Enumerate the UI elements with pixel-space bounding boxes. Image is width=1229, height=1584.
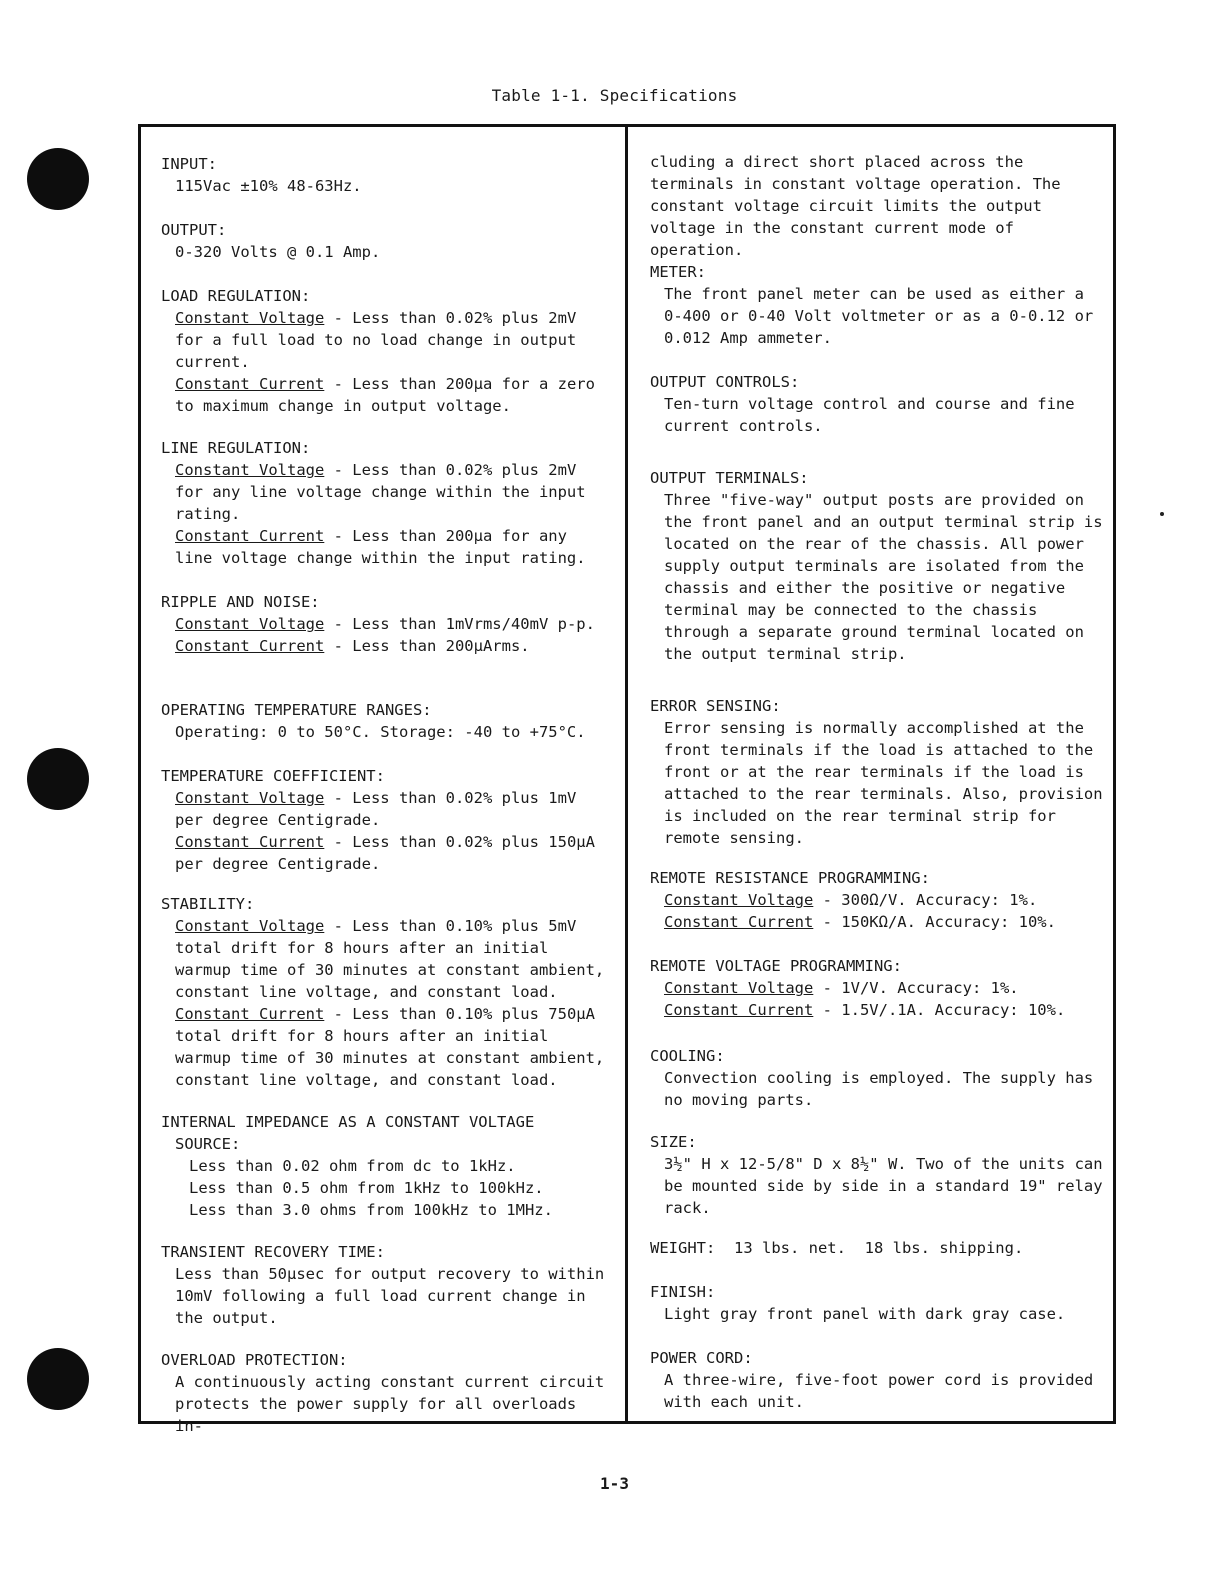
cc-text: - Less than 200µa for a zero to maximum change in output voltage. — [175, 375, 595, 415]
cv-text: - 1V/V. Accuracy: 1%. — [813, 979, 1019, 997]
spec-output-controls — [650, 371, 1108, 437]
cc-paragraph — [161, 525, 613, 569]
section-heading: ERROR SENSING: — [650, 697, 781, 715]
section-heading-cont: SOURCE: — [175, 1135, 241, 1153]
section-text: 115Vac ±10% 48-63Hz. — [175, 177, 362, 195]
binder-hole — [27, 1348, 89, 1410]
cc-paragraph — [161, 1003, 613, 1091]
spec-overload-continued — [650, 151, 1108, 261]
cv-label: Constant Voltage — [175, 789, 325, 807]
table-caption: Table 1-1. Specifications — [491, 86, 738, 105]
section-heading: INPUT: — [161, 155, 217, 173]
cv-text: - Less than 0.02% plus 1mV per degree Centigrade. — [175, 789, 577, 829]
spec-temperature-coefficient — [161, 765, 613, 875]
spec-error-sensing — [650, 695, 1108, 849]
section-text: Error sensing is normally accomplished at the front terminals if the load is attached to the front or at the rear terminals if the load is attached to the rear terminals. Also, provision is included on the rear terminal strip for remote sensing. — [664, 719, 1103, 847]
spec-power-cord — [650, 1347, 1108, 1413]
cv-text: - Less than 0.02% plus 2mV for any line voltage change within the input rating. — [175, 461, 586, 523]
section-heading: RIPPLE AND NOISE: — [161, 593, 320, 611]
cc-label: Constant Current — [175, 637, 325, 655]
specifications-table — [138, 124, 1116, 1435]
section-heading: COOLING: — [650, 1047, 725, 1065]
impedance-line: Less than 0.5 ohm from 1kHz to 100kHz. — [189, 1179, 544, 1197]
impedance-line: Less than 0.02 ohm from dc to 1kHz. — [189, 1157, 516, 1175]
cc-paragraph — [650, 999, 1108, 1021]
cc-text: - Less than 0.02% plus 150µA per degree Centigrade. — [175, 833, 595, 873]
cc-label: Constant Current — [175, 1005, 325, 1023]
cv-paragraph — [161, 915, 613, 1003]
page-number: 1-3 — [600, 1474, 629, 1493]
cc-text: - Less than 200µArms. — [324, 637, 530, 655]
section-text: 0-320 Volts @ 0.1 Amp. — [175, 243, 381, 261]
cc-label: Constant Current — [175, 527, 325, 545]
spec-output-terminals — [650, 467, 1108, 665]
cc-text: - 150KΩ/A. Accuracy: 10%. — [813, 913, 1056, 931]
cv-paragraph — [161, 613, 613, 635]
column-divider — [625, 127, 628, 1421]
section-text: Light gray front panel with dark gray case. — [664, 1305, 1066, 1323]
section-heading: REMOTE VOLTAGE PROGRAMMING: — [650, 957, 902, 975]
section-heading: INTERNAL IMPEDANCE AS A CONSTANT VOLTAGE — [161, 1113, 535, 1131]
spec-internal-impedance — [161, 1111, 613, 1221]
section-heading: OVERLOAD PROTECTION: — [161, 1351, 348, 1369]
spec-remote-resistance — [650, 867, 1108, 933]
section-text: Less than 50µsec for output recovery to within 10mV following a full load current change in the output. — [175, 1265, 605, 1327]
spec-cooling — [650, 1045, 1108, 1111]
binder-hole — [27, 148, 89, 210]
spec-line-regulation — [161, 437, 613, 569]
spec-finish — [650, 1281, 1108, 1325]
section-heading: POWER CORD: — [650, 1349, 753, 1367]
cv-paragraph — [161, 307, 613, 373]
section-heading: TEMPERATURE COEFFICIENT: — [161, 767, 385, 785]
section-heading: FINISH: — [650, 1283, 716, 1301]
section-heading: STABILITY: — [161, 895, 255, 913]
scan-speck — [1160, 512, 1164, 516]
cv-label: Constant Voltage — [175, 615, 325, 633]
spec-stability — [161, 893, 613, 1091]
cc-label: Constant Current — [664, 913, 814, 931]
section-text: A continuously acting constant current circuit protects the power supply for all overloads in- — [175, 1373, 605, 1435]
section-heading: LOAD REGULATION: — [161, 287, 311, 305]
cc-text: - 1.5V/.1A. Accuracy: 10%. — [813, 1001, 1066, 1019]
cv-text: - 300Ω/V. Accuracy: 1%. — [813, 891, 1038, 909]
cv-text: - Less than 0.10% plus 5mV total drift for 8 hours after an initial warmup time of 30 minutes at constant ambient, constant line voltage, and constant load. — [175, 917, 605, 1001]
cc-label: Constant Current — [175, 833, 325, 851]
section-heading: REMOTE RESISTANCE PROGRAMMING: — [650, 869, 930, 887]
cc-label: Constant Current — [175, 375, 325, 393]
section-text: A three-wire, five-foot power cord is provided with each unit. — [664, 1371, 1094, 1411]
cv-text: - Less than 1mVrms/40mV p-p. — [324, 615, 595, 633]
spec-size — [650, 1131, 1108, 1219]
section-heading: OUTPUT TERMINALS: — [650, 469, 809, 487]
cc-paragraph — [161, 373, 613, 417]
cc-text: - Less than 200µa for any line voltage change within the input rating. — [175, 527, 586, 567]
spec-output — [161, 219, 613, 263]
section-text: The front panel meter can be used as either a 0-400 or 0-40 Volt voltmeter or as a 0-0.12 or 0.012 Amp ammeter. — [664, 285, 1094, 347]
section-text: 3½" H x 12-5/8" D x 8½" W. Two of the units can be mounted side by side in a standard 19" relay rack. — [664, 1155, 1103, 1217]
spec-meter — [650, 261, 1108, 349]
section-heading: OUTPUT CONTROLS: — [650, 373, 800, 391]
spec-overload-protection — [161, 1349, 613, 1437]
cc-paragraph — [161, 831, 613, 875]
section-heading: OUTPUT: — [161, 221, 227, 239]
spec-transient-recovery — [161, 1241, 613, 1329]
cv-text: - Less than 0.02% plus 2mV for a full load to no load change in output current. — [175, 309, 577, 371]
binder-hole — [27, 748, 89, 810]
section-text: Operating: 0 to 50°C. Storage: -40 to +75°C. — [175, 723, 586, 741]
section-heading: TRANSIENT RECOVERY TIME: — [161, 1243, 385, 1261]
spec-weight — [650, 1237, 1108, 1259]
section-text: Ten-turn voltage control and course and fine current controls. — [664, 395, 1075, 435]
cv-paragraph — [161, 459, 613, 525]
spec-load-regulation — [161, 285, 613, 417]
cc-text: - Less than 0.10% plus 750µA total drift for 8 hours after an initial warmup time of 30 minutes at constant ambient, constant line voltage, and constant load. — [175, 1005, 605, 1089]
section-heading: METER: — [650, 263, 706, 281]
section-text: Convection cooling is employed. The supply has no moving parts. — [664, 1069, 1094, 1109]
cv-paragraph — [650, 977, 1108, 999]
section-text: WEIGHT: 13 lbs. net. 18 lbs. shipping. — [650, 1239, 1024, 1257]
cv-label: Constant Voltage — [175, 461, 325, 479]
section-heading: LINE REGULATION: — [161, 439, 311, 457]
cv-paragraph — [161, 787, 613, 831]
cv-label: Constant Voltage — [175, 917, 325, 935]
cv-label: Constant Voltage — [175, 309, 325, 327]
section-text: cluding a direct short placed across the terminals in constant voltage operation. The constant voltage circuit limits the output voltage in the constant current mode of operation. — [650, 153, 1061, 259]
impedance-line: Less than 3.0 ohms from 100kHz to 1MHz. — [189, 1201, 553, 1219]
cv-label: Constant Voltage — [664, 891, 814, 909]
section-text: Three "five-way" output posts are provided on the front panel and an output terminal strip is located on the rear of the chassis. All power supply output terminals are isolated from the chassis and either the positive or negative terminal may be connected to the chassis through a separate ground terminal located on the output terminal strip. — [664, 491, 1103, 663]
spec-input — [161, 153, 613, 197]
cc-label: Constant Current — [664, 1001, 814, 1019]
spec-ripple-noise — [161, 591, 613, 657]
spec-remote-voltage — [650, 955, 1108, 1021]
cv-paragraph — [650, 889, 1108, 911]
cc-paragraph — [161, 635, 613, 657]
spec-temperature-ranges — [161, 699, 613, 743]
section-heading: SIZE: — [650, 1133, 697, 1151]
cc-paragraph — [650, 911, 1108, 933]
section-heading: OPERATING TEMPERATURE RANGES: — [161, 701, 432, 719]
cv-label: Constant Voltage — [664, 979, 814, 997]
